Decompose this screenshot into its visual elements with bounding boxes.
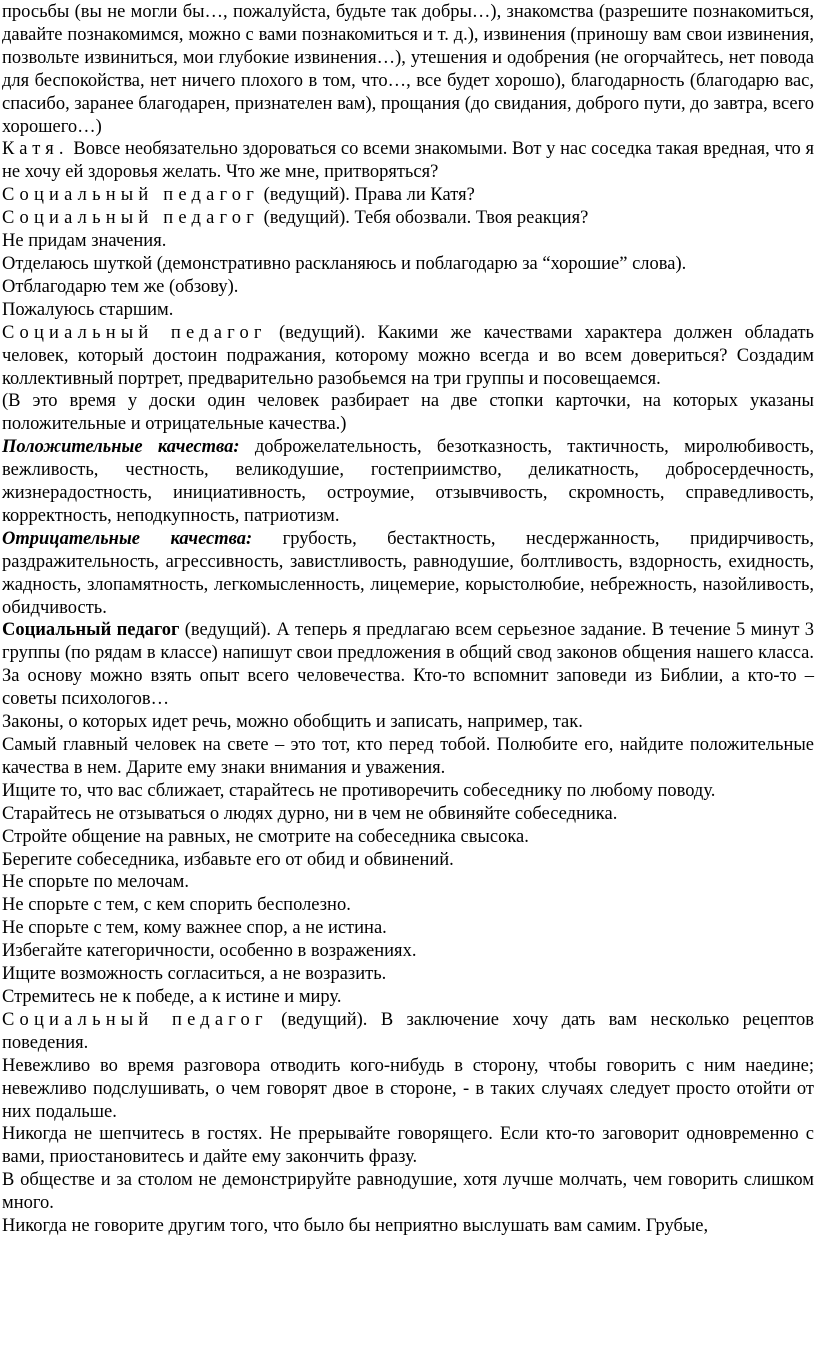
paragraph-question-1 bbox=[2, 184, 814, 207]
positive-qualities-list: доброжелательность, безотказность, тактичность, миролюбивость, вежливость, честность, великодушие, гостеприимство, деликатность, добросердечность, жизнерадостность, инициативность, остроумие, отзывчивость, скромность, справедливость, корректность, неподкупность, патриотизм. bbox=[2, 437, 815, 526]
speaker-pedagogue-bold: Социальный педагог bbox=[2, 620, 180, 641]
question-3-text: (ведущий). Какими же качествами характера должен обладать человек, который достоин подражания, которому можно всегда и во всем довериться? Создадим коллективный портрет, предварительно разобьемся на три группы и посовещаемся. bbox=[2, 322, 814, 389]
speaker-pedagogue: Социальный педагог bbox=[2, 208, 259, 229]
law-item-11: Стремитесь не к победе, а к истине и миру. bbox=[2, 986, 342, 1007]
negative-qualities-label: Отрицательные качества: bbox=[2, 528, 253, 549]
question-2-text: (ведущий). Тебя обозвали. Твоя реакция? bbox=[259, 208, 589, 229]
law-item-7: Не спорьте с тем, с кем спорить бесполезно. bbox=[2, 895, 351, 916]
paragraph-question-2 bbox=[2, 207, 814, 230]
law-item-6: Не спорьте по мелочам. bbox=[2, 872, 190, 893]
law-item-3: Старайтесь не отзываться о людях дурно, ни в чем не обвиняйте собеседника. bbox=[2, 803, 618, 824]
law-item-1: Самый главный человек на свете – это тот, кто перед тобой. Полюбите его, найдите положительные качества в нем. Дарите ему знаки внимания и уважения. bbox=[2, 735, 814, 778]
law-item-2: Ищите то, что вас сближает, старайтесь не противоречить собеседнику по любому поводу. bbox=[2, 780, 716, 801]
law-item-9: Избегайте категоричности, особенно в возражениях. bbox=[2, 941, 417, 962]
paragraph-etiquette-formulas: просьбы (вы не могли бы…, пожалуйста, будьте так добры…), знакомства (разрешите познакомиться, давайте познакомимся, можно с вами познакомиться и т. д.), извинения (приношу вам свои извинения, позвольте извиниться, мои глубокие извинения…), утешения и одобрения (не огорчайтесь, нет повода для беспокойства, нет ничего плохого в том, что…, все будет хорошо), благодарность (благодарю вас, спасибо, заранее благодарен, признателен вам), прощания (до свидания, доброго пути, до завтра, всего хорошего…) bbox=[2, 2, 814, 137]
stage-remark: (В это время у доски один человек разбирает на две стопки карточки, на которых указаны положительные и отрицательные качества.) bbox=[2, 391, 814, 435]
paragraph-katya bbox=[2, 138, 814, 184]
behavior-rule-3: В обществе и за столом не демонстрируйте равнодушие, хотя лучше молчать, чем говорить слишком много. bbox=[2, 1170, 814, 1214]
paragraph-final-intro bbox=[2, 1009, 814, 1055]
katya-line: Вовсе необязательно здороваться со всеми знакомыми. Вот у нас соседка такая вредная, что я не хочу ей здоровья желать. Что же мне, притворяться? bbox=[2, 139, 814, 183]
positive-qualities bbox=[2, 436, 814, 528]
final-intro-text: (ведущий). В заключение хочу дать вам несколько рецептов поведения. bbox=[2, 1009, 814, 1053]
reaction-option-4: Пожалуюсь старшим. bbox=[2, 299, 174, 320]
task-text: (ведущий). А теперь я предлагаю всем серьезное задание. В течение 5 минут 3 группы (по рядам в классе) напишут свои предложения в общий свод законов общения нашего класса. За основу можно взять опыт всего человечества. Кто-то вспомнит заповеди из Библии, а кто-то – советы психологов… bbox=[2, 620, 815, 710]
speaker-pedagogue: Социальный педагог bbox=[2, 322, 267, 343]
speaker-pedagogue: Социальный педагог bbox=[2, 1009, 268, 1030]
reaction-option-1: Не придам значения. bbox=[2, 231, 167, 252]
law-item-8: Не спорьте с тем, кому важнее спор, а не истина. bbox=[2, 918, 387, 939]
paragraph-question-3 bbox=[2, 322, 814, 391]
negative-qualities-list: грубость, бестактность, несдержанность, придирчивость, раздражительность, агрессивность, завистливость, равнодушие, болтливость, вздорность, ехидность, жадность, злопамятность, легкомысленность, лицемерие, корыстолюбие, небрежность, назойливость, обидчивость. bbox=[2, 528, 814, 618]
negative-qualities bbox=[2, 528, 814, 620]
behavior-rule-2: Никогда не шепчитесь в гостях. Не прерывайте говорящего. Если кто-то заговорит одновременно с вами, приостановитесь и дайте ему закончить фразу. bbox=[2, 1124, 814, 1168]
speaker-katya: Катя. bbox=[2, 139, 69, 160]
behavior-rule-4: Никогда не говорите другим того, что было бы неприятно выслушать вам самим. Грубые, bbox=[2, 1216, 709, 1237]
law-item-10: Ищите возможность согласиться, а не возразить. bbox=[2, 964, 387, 985]
reaction-option-2: Отделаюсь шуткой (демонстративно раскланяюсь и поблагодарю за “хорошие” слова). bbox=[2, 253, 687, 274]
paragraph-task bbox=[2, 619, 814, 711]
behavior-rule-1: Невежливо во время разговора отводить кого-нибудь в сторону, чтобы говорить с ним наедине; невежливо подслушивать, о чем говорят двое в стороне, - в таких случаях следует просто отойти от них подальше. bbox=[2, 1055, 814, 1122]
law-item-4: Стройте общение на равных, не смотрите на собеседника свысока. bbox=[2, 826, 529, 847]
speaker-pedagogue: Социальный педагог bbox=[2, 185, 259, 206]
question-1-text: (ведущий). Права ли Катя? bbox=[259, 185, 475, 206]
laws-intro: Законы, о которых идет речь, можно обобщить и записать, например, так. bbox=[2, 712, 583, 733]
positive-qualities-label: Положительные качества: bbox=[2, 437, 240, 458]
law-item-5: Берегите собеседника, избавьте его от обид и обвинений. bbox=[2, 849, 454, 870]
reaction-option-3: Отблагодарю тем же (обзову). bbox=[2, 276, 239, 297]
